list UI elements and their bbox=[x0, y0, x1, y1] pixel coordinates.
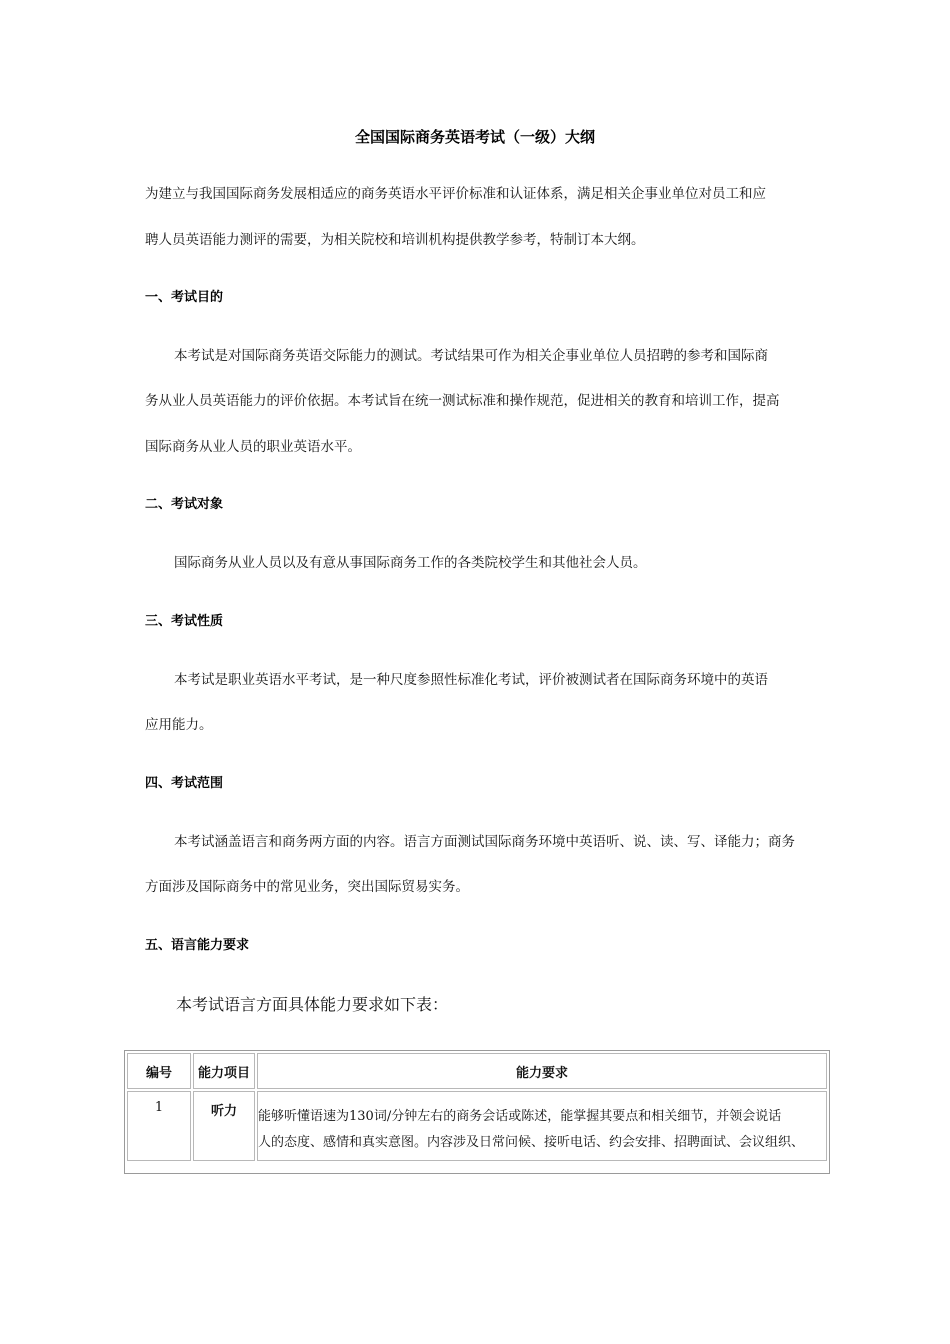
section-heading-language: 五、语言能力要求 bbox=[145, 938, 250, 953]
audience-line-1: 国际商务从业人员以及有意从事国际商务工作的各类院校学生和其他社会人员。 bbox=[174, 555, 647, 571]
section-heading-purpose: 一、考试目的 bbox=[145, 290, 224, 305]
header-item: 能力项目 bbox=[193, 1053, 255, 1089]
ability-table bbox=[124, 1050, 830, 1174]
table-row bbox=[127, 1091, 827, 1161]
table-intro: 本考试语言方面具体能力要求如下表： bbox=[176, 995, 449, 1014]
header-number: 编号 bbox=[127, 1053, 191, 1089]
purpose-line-1: 本考试是对国际商务英语交际能力的测试。考试结果可作为相关企事业单位人员招聘的参考和国际商 bbox=[174, 348, 768, 364]
scope-line-2: 方面涉及国际商务中的常见业务，突出国际贸易实务。 bbox=[145, 879, 469, 895]
scope-line-1: 本考试涵盖语言和商务两方面的内容。语言方面测试国际商务环境中英语听、说、读、写、译能力；商务 bbox=[174, 834, 795, 850]
nature-line-2: 应用能力。 bbox=[145, 717, 213, 733]
intro-line-2: 聘人员英语能力测评的需要，为相关院校和培训机构提供教学参考，特制订本大纲。 bbox=[145, 232, 645, 248]
row-number: 1 bbox=[127, 1091, 191, 1161]
table-header-row bbox=[127, 1053, 827, 1089]
header-requirement: 能力要求 bbox=[257, 1053, 827, 1089]
requirement-line-2: 人的态度、感情和真实意图。内容涉及日常问候、接听电话、约会安排、招聘面试、会议组织、 bbox=[258, 1135, 805, 1150]
requirement-line-1: 能够听懂语速为130词/分钟左右的商务会话或陈述，能掌握其要点和相关细节，并领会说话 bbox=[258, 1109, 782, 1124]
nature-line-1: 本考试是职业英语水平考试，是一种尺度参照性标准化考试，评价被测试者在国际商务环境中的英语 bbox=[174, 672, 768, 688]
document-title: 全国国际商务英语考试（一级）大纲 bbox=[354, 128, 595, 146]
section-heading-nature: 三、考试性质 bbox=[145, 614, 224, 629]
purpose-line-3: 国际商务从业人员的职业英语水平。 bbox=[145, 439, 361, 455]
section-heading-scope: 四、考试范围 bbox=[145, 776, 224, 791]
section-heading-audience: 二、考试对象 bbox=[145, 497, 224, 512]
row-item: 听力 bbox=[193, 1091, 255, 1161]
intro-line-1: 为建立与我国国际商务发展相适应的商务英语水平评价标准和认证体系，满足相关企事业单位对员工和应 bbox=[145, 186, 766, 202]
row-requirement bbox=[257, 1091, 827, 1161]
purpose-line-2: 务从业人员英语能力的评价依据。本考试旨在统一测试标准和操作规范，促进相关的教育和培训工作，提高 bbox=[145, 393, 780, 409]
